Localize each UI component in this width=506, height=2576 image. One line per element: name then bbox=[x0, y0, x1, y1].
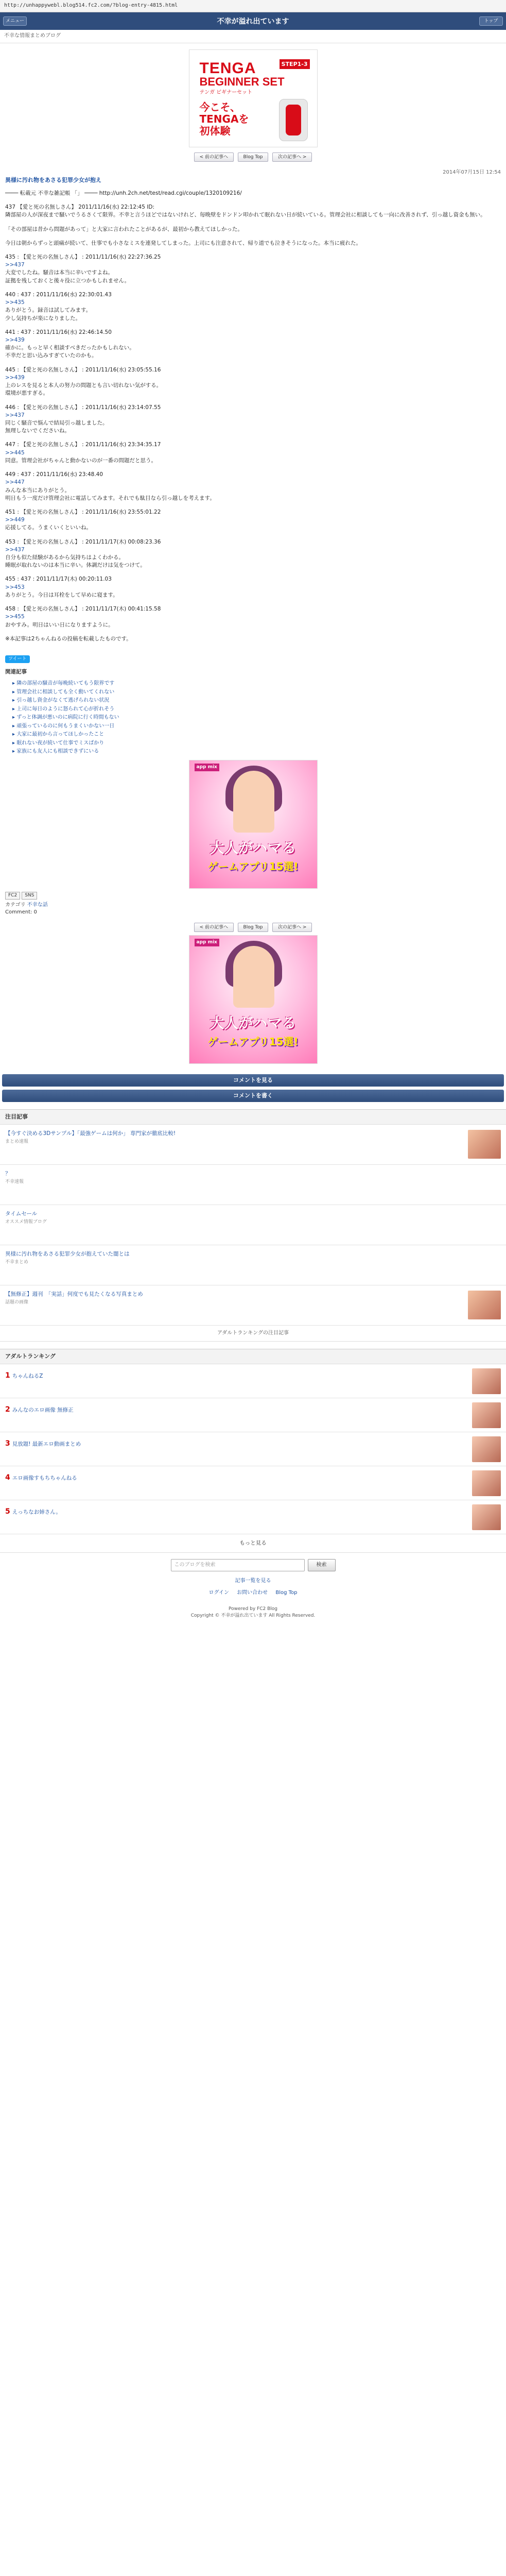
ranking-item[interactable] bbox=[0, 1398, 506, 1432]
post-paragraph: 「その部屋は昔から問題があって」と大家に言われたことがあるが、最初から教えてほしかった。 bbox=[5, 226, 243, 232]
post-body bbox=[0, 184, 506, 652]
top-button[interactable]: トップ bbox=[479, 16, 503, 26]
contact-link[interactable]: お問い合わせ bbox=[237, 1589, 268, 1596]
tweet-button[interactable]: ツイート bbox=[5, 654, 501, 663]
post-closing: ※本記事は2ちゃんねるの投稿を転載したものです。 bbox=[5, 635, 132, 642]
comment-item bbox=[5, 575, 501, 599]
blog-top-link[interactable]: Blog Top bbox=[275, 1589, 298, 1596]
rank-title[interactable]: えっちなお姉さん。 bbox=[12, 1509, 61, 1516]
blog-description: 不幸な情報まとめブログ bbox=[0, 30, 506, 43]
post-nav bbox=[0, 152, 506, 162]
comment-item bbox=[5, 441, 501, 465]
rank-number: 5 bbox=[5, 1507, 10, 1516]
post-paragraph: 437 【愛と死の名無しさん】 2011/11/16(水) 22:12:45 ID: 隣部屋の人が深夜まで騒いでうるさくて限界。不幸と言うほどではないけれど、毎晩壁をドンドン叩かれて眠れない日が続いている。管理会社に相談しても一向に改善されず、引っ越し資金も無い。 bbox=[5, 204, 486, 218]
comment-item bbox=[5, 291, 501, 323]
prev-post-button-bottom[interactable]: < 前の記事へ bbox=[194, 923, 234, 932]
write-comment-bar[interactable]: コメントを書く bbox=[2, 1090, 504, 1102]
comment-body: 同じく騒音で悩んで結局引っ越しました。 無理しないでくださいね。 bbox=[5, 419, 108, 434]
comment-header: 447 : 【愛と死の名無しさん】 : 2011/11/16(水) 23:34:35.17 bbox=[5, 442, 161, 448]
blog-title[interactable]: 不幸が溢れ出ています bbox=[217, 18, 289, 26]
game-app-ad-2[interactable] bbox=[189, 935, 318, 1064]
search-button[interactable]: 検索 bbox=[308, 1559, 336, 1571]
rank-title[interactable]: みんなのエロ画像 無修正 bbox=[12, 1407, 74, 1414]
comment-header: 445 : 【愛と死の名無しさん】 : 2011/11/16(水) 23:05:55.16 bbox=[5, 366, 161, 373]
game-app-ad[interactable] bbox=[189, 760, 318, 889]
banner-step-badge: STEP1-3 bbox=[280, 59, 310, 70]
banner-sub: テンガ ビギナーセット bbox=[199, 89, 252, 95]
ranking-list bbox=[0, 1364, 506, 1534]
comment-header: 440 : 437 : 2011/11/16(水) 22:30:01.43 bbox=[5, 291, 112, 298]
comment-reply-ref[interactable]: >>447 bbox=[5, 479, 25, 486]
ranking-item[interactable] bbox=[0, 1466, 506, 1500]
ad-headline: 大人がハマる bbox=[210, 1014, 296, 1031]
app-header bbox=[0, 12, 506, 30]
banner-logo2: BEGINNER SET bbox=[199, 75, 285, 88]
rank-number: 1 bbox=[5, 1371, 10, 1380]
rank-number: 2 bbox=[5, 1405, 10, 1414]
rss-item-thumbnail[interactable] bbox=[468, 1291, 501, 1319]
comment-body: ありがとう。今日は耳栓をして早めに寝ます。 bbox=[5, 591, 118, 598]
comment-body: 上のレスを見ると本人の努力の問題とも言い切れない気がする。 環境が悪すぎる。 bbox=[5, 382, 162, 397]
comment-header: 451 : 【愛と死の名無しさん】 : 2011/11/16(水) 23:55:01.22 bbox=[5, 509, 161, 515]
comment-reply-ref[interactable]: >>449 bbox=[5, 517, 25, 523]
related-link[interactable]: ▸ 上司に毎日のように怒られて心が折れそう bbox=[12, 706, 501, 714]
rss-item-source: 不幸速報 bbox=[5, 1179, 24, 1184]
comment-item bbox=[5, 404, 501, 435]
comment-reply-ref[interactable]: >>437 bbox=[5, 412, 25, 418]
rss-item[interactable] bbox=[0, 1125, 506, 1165]
comment-reply-ref[interactable]: >>437 bbox=[5, 262, 25, 268]
post-meta bbox=[5, 892, 501, 917]
search-input[interactable]: このブログを検索 bbox=[171, 1559, 305, 1571]
related-link[interactable]: ▸ 家族にも友人にも相談できずにいる bbox=[12, 748, 501, 756]
search-box bbox=[171, 1559, 336, 1571]
ad-subheadline: ゲームアプリ15選! bbox=[207, 860, 299, 873]
comment-body: ありがとう。録音は試してみます。 少し気持ちが楽になりました。 bbox=[5, 307, 92, 321]
footer bbox=[0, 1603, 506, 1625]
rank-thumbnail[interactable] bbox=[472, 1470, 501, 1496]
rank-thumbnail[interactable] bbox=[472, 1368, 501, 1394]
tenga-banner-ad[interactable] bbox=[189, 49, 318, 147]
post-paragraph: 今日は朝からずっと頭痛が続いて、仕事でも小さなミスを連発してしまった。上司にも注意されて、帰り道でも泣きそうになった。本当に疲れた。 bbox=[5, 240, 361, 246]
rank-title[interactable]: ちゃんねるZ bbox=[12, 1373, 43, 1380]
comment-item bbox=[5, 509, 501, 532]
next-post-button-bottom[interactable]: 次の記事へ > bbox=[272, 923, 312, 932]
post-title[interactable]: 異様に汚れ物をあさる犯罪少女が抱え bbox=[5, 177, 101, 183]
rss-item[interactable] bbox=[0, 1165, 506, 1205]
ranking-item[interactable] bbox=[0, 1500, 506, 1534]
category-link[interactable]: 不幸な話 bbox=[27, 902, 48, 908]
article-list-link[interactable]: 記事一覧を見る bbox=[235, 1578, 271, 1584]
comment-header: 449 : 437 : 2011/11/16(水) 23:48.40 bbox=[5, 471, 103, 478]
comment-list bbox=[5, 253, 501, 629]
banner-logo: TENGA bbox=[199, 59, 256, 77]
category-label: カテゴリ bbox=[5, 902, 26, 908]
rss-heading: 注目記事 bbox=[0, 1110, 506, 1125]
rss-item-source: 不幸まとめ bbox=[5, 1259, 29, 1265]
rank-thumbnail[interactable] bbox=[472, 1504, 501, 1530]
ranking-item[interactable] bbox=[0, 1432, 506, 1466]
footer-links bbox=[0, 1578, 506, 1597]
comment-header: 458 : 【愛と死の名無しさん】 : 2011/11/17(木) 00:41:15.58 bbox=[5, 606, 161, 613]
rss-item-thumbnail[interactable] bbox=[468, 1130, 501, 1159]
ad-brand: app mix bbox=[195, 764, 219, 771]
comment-item bbox=[5, 605, 501, 629]
comment-reply-ref[interactable]: >>445 bbox=[5, 449, 25, 456]
ad-brand: app mix bbox=[195, 939, 219, 946]
rank-thumbnail[interactable] bbox=[472, 1436, 501, 1462]
ad-character bbox=[233, 771, 274, 833]
comment-reply-ref[interactable]: >>435 bbox=[5, 299, 25, 306]
related-link[interactable]: ▸ 眠れない夜が続いて仕事でミスばかり bbox=[12, 740, 501, 748]
comment-item bbox=[5, 366, 501, 398]
rss-list bbox=[0, 1125, 506, 1326]
related-link[interactable]: ▸ 管理会社に相談しても全く動いてくれない bbox=[12, 689, 501, 697]
powered-by[interactable]: Powered by FC2 Blog bbox=[229, 1606, 277, 1612]
comment-header: 441 : 437 : 2011/11/16(水) 22:46:14.50 bbox=[5, 329, 112, 335]
post-date: 2014年07月15日 12:54 bbox=[443, 169, 501, 175]
related-link[interactable]: ▸ 大家に最初から言ってほしかったこと bbox=[12, 731, 501, 739]
comment-header: 453 : 【愛と死の名無しさん】 : 2011/11/17(木) 00:08:23.36 bbox=[5, 538, 161, 545]
rss-item[interactable] bbox=[0, 1285, 506, 1326]
related-list bbox=[12, 680, 501, 756]
comment-item bbox=[5, 253, 501, 285]
ranking-section bbox=[0, 1349, 506, 1534]
post-nav-bottom bbox=[0, 923, 506, 932]
ad-headline: 大人がハマる bbox=[210, 839, 296, 856]
rank-title[interactable]: エロ画像すもちちゃんねる bbox=[12, 1475, 77, 1482]
ad-character bbox=[233, 946, 274, 1008]
adult-ranking-title: アダルトランキングの注目記事 bbox=[0, 1326, 506, 1342]
address-bar[interactable]: http://unhappywebl.blog514.fc2.com/?blog-entry-4815.html bbox=[0, 0, 506, 12]
rss-section bbox=[0, 1109, 506, 1326]
menu-button[interactable]: メニュー bbox=[3, 16, 27, 26]
rank-thumbnail[interactable] bbox=[472, 1402, 501, 1428]
comment-item bbox=[5, 471, 501, 502]
rank-number: 4 bbox=[5, 1473, 10, 1482]
next-post-button[interactable]: 次の記事へ > bbox=[272, 152, 312, 162]
comment-header: 435 : 【愛と死の名無しさん】 : 2011/11/16(水) 22:27:36.25 bbox=[5, 254, 161, 261]
comment-item bbox=[5, 329, 501, 360]
comment-body: 応援してる。うまくいくといいね。 bbox=[5, 524, 92, 531]
view-comments-bar[interactable]: コメントを見る bbox=[2, 1074, 504, 1087]
comment-reply-ref[interactable]: >>439 bbox=[5, 337, 25, 343]
sns-share-button[interactable]: SNS bbox=[22, 892, 37, 900]
comment-count[interactable]: Comment: 0 bbox=[5, 909, 37, 916]
related-link[interactable]: ▸ ずっと体調が悪いのに病院に行く時間もない bbox=[12, 714, 501, 722]
rss-item-title[interactable]: 異様に汚れ物をあさる犯罪少女が抱えていた闇とは bbox=[5, 1250, 130, 1257]
product-image bbox=[279, 99, 308, 141]
rss-item[interactable] bbox=[0, 1245, 506, 1285]
related-link[interactable]: ▸ 頑張っているのに何もうまくいかない一日 bbox=[12, 723, 501, 731]
comment-body: 大変でしたね。騒音は本当に辛いですよね。 証拠を残しておくと後々役に立つかもしれません。 bbox=[5, 269, 130, 284]
rss-item-source: オススメ情報ブログ bbox=[5, 1219, 47, 1225]
comment-body: 同意。管理会社がちゃんと動かないのが一番の問題だと思う。 bbox=[5, 457, 156, 464]
post-intro: ──── 転載元 不幸な雑記帳 「」 ──── http://unh.2ch.net/test/read.cgi/couple/1320109216/ bbox=[5, 190, 242, 196]
ranking-item[interactable] bbox=[0, 1364, 506, 1398]
login-link[interactable]: ログイン bbox=[208, 1589, 229, 1596]
rss-item-source: まとめ速報 bbox=[5, 1139, 29, 1144]
comment-reply-ref[interactable]: >>455 bbox=[5, 614, 25, 620]
fc2-share-button[interactable]: FC2 bbox=[5, 892, 20, 900]
more-link[interactable]: もっと見る bbox=[0, 1534, 506, 1553]
rss-item-title[interactable]: ？ bbox=[5, 1170, 11, 1177]
rss-item[interactable] bbox=[0, 1205, 506, 1245]
blog-top-button[interactable]: Blog Top bbox=[238, 152, 269, 162]
blog-top-button-bottom[interactable]: Blog Top bbox=[238, 923, 269, 932]
related-link[interactable]: ▸ 引っ越し資金がなくて逃げられない状況 bbox=[12, 697, 501, 705]
rank-title[interactable]: 見放題! 最新エロ動画まとめ bbox=[12, 1441, 81, 1448]
comment-reply-ref[interactable]: >>453 bbox=[5, 584, 25, 590]
banner-catch: 今こそ、 TENGAを 初体験 bbox=[199, 100, 249, 137]
comment-reply-ref[interactable]: >>439 bbox=[5, 374, 25, 381]
rss-item-title[interactable]: タイムセール bbox=[5, 1210, 38, 1217]
comment-header: 455 : 437 : 2011/11/17(木) 00:20:11.03 bbox=[5, 576, 112, 583]
ad-subheadline: ゲームアプリ15選! bbox=[207, 1035, 299, 1048]
comment-reply-ref[interactable]: >>437 bbox=[5, 546, 25, 553]
related-heading: 関連記事 bbox=[5, 669, 27, 675]
rss-item-source: 話題の画像 bbox=[5, 1299, 29, 1305]
rank-number: 3 bbox=[5, 1439, 10, 1448]
copyright: Copyright © 不幸が溢れ出ています All Rights Reserved. bbox=[190, 1613, 316, 1619]
rss-item-title[interactable]: 【無修正】週刊 「実話」何度でも見たくなる写真まとめ bbox=[5, 1291, 143, 1297]
comment-body: みんな本当にありがとう。 明日もう一度だけ管理会社に電話してみます。それでも駄目なら引っ越しを考えます。 bbox=[5, 487, 215, 501]
comment-body: 自分も似た経験があるから気持ちはよくわかる。 睡眠が取れないのは本当に辛い。体調だけは気をつけて。 bbox=[5, 554, 146, 569]
ranking-heading: アダルトランキング bbox=[0, 1349, 506, 1364]
prev-post-button[interactable]: < 前の記事へ bbox=[194, 152, 234, 162]
comment-body: おやすみ。明日はいい日になりますように。 bbox=[5, 621, 114, 628]
comment-header: 446 : 【愛と死の名無しさん】 : 2011/11/16(水) 23:14:07.55 bbox=[5, 404, 161, 411]
related-link[interactable]: ▸ 隣の部屋の騒音が毎晩続いてもう限界です bbox=[12, 680, 501, 688]
rss-item-title[interactable]: 【今すぐ決める3Dサンプル】「最強ゲームは何か」 専門家が徹底比較! bbox=[5, 1130, 176, 1137]
comment-body: 確かに。もっと早く相談すべきだったかもしれない。 不幸だと思い込みすぎていたのかも。 bbox=[5, 345, 135, 359]
comment-item bbox=[5, 538, 501, 570]
